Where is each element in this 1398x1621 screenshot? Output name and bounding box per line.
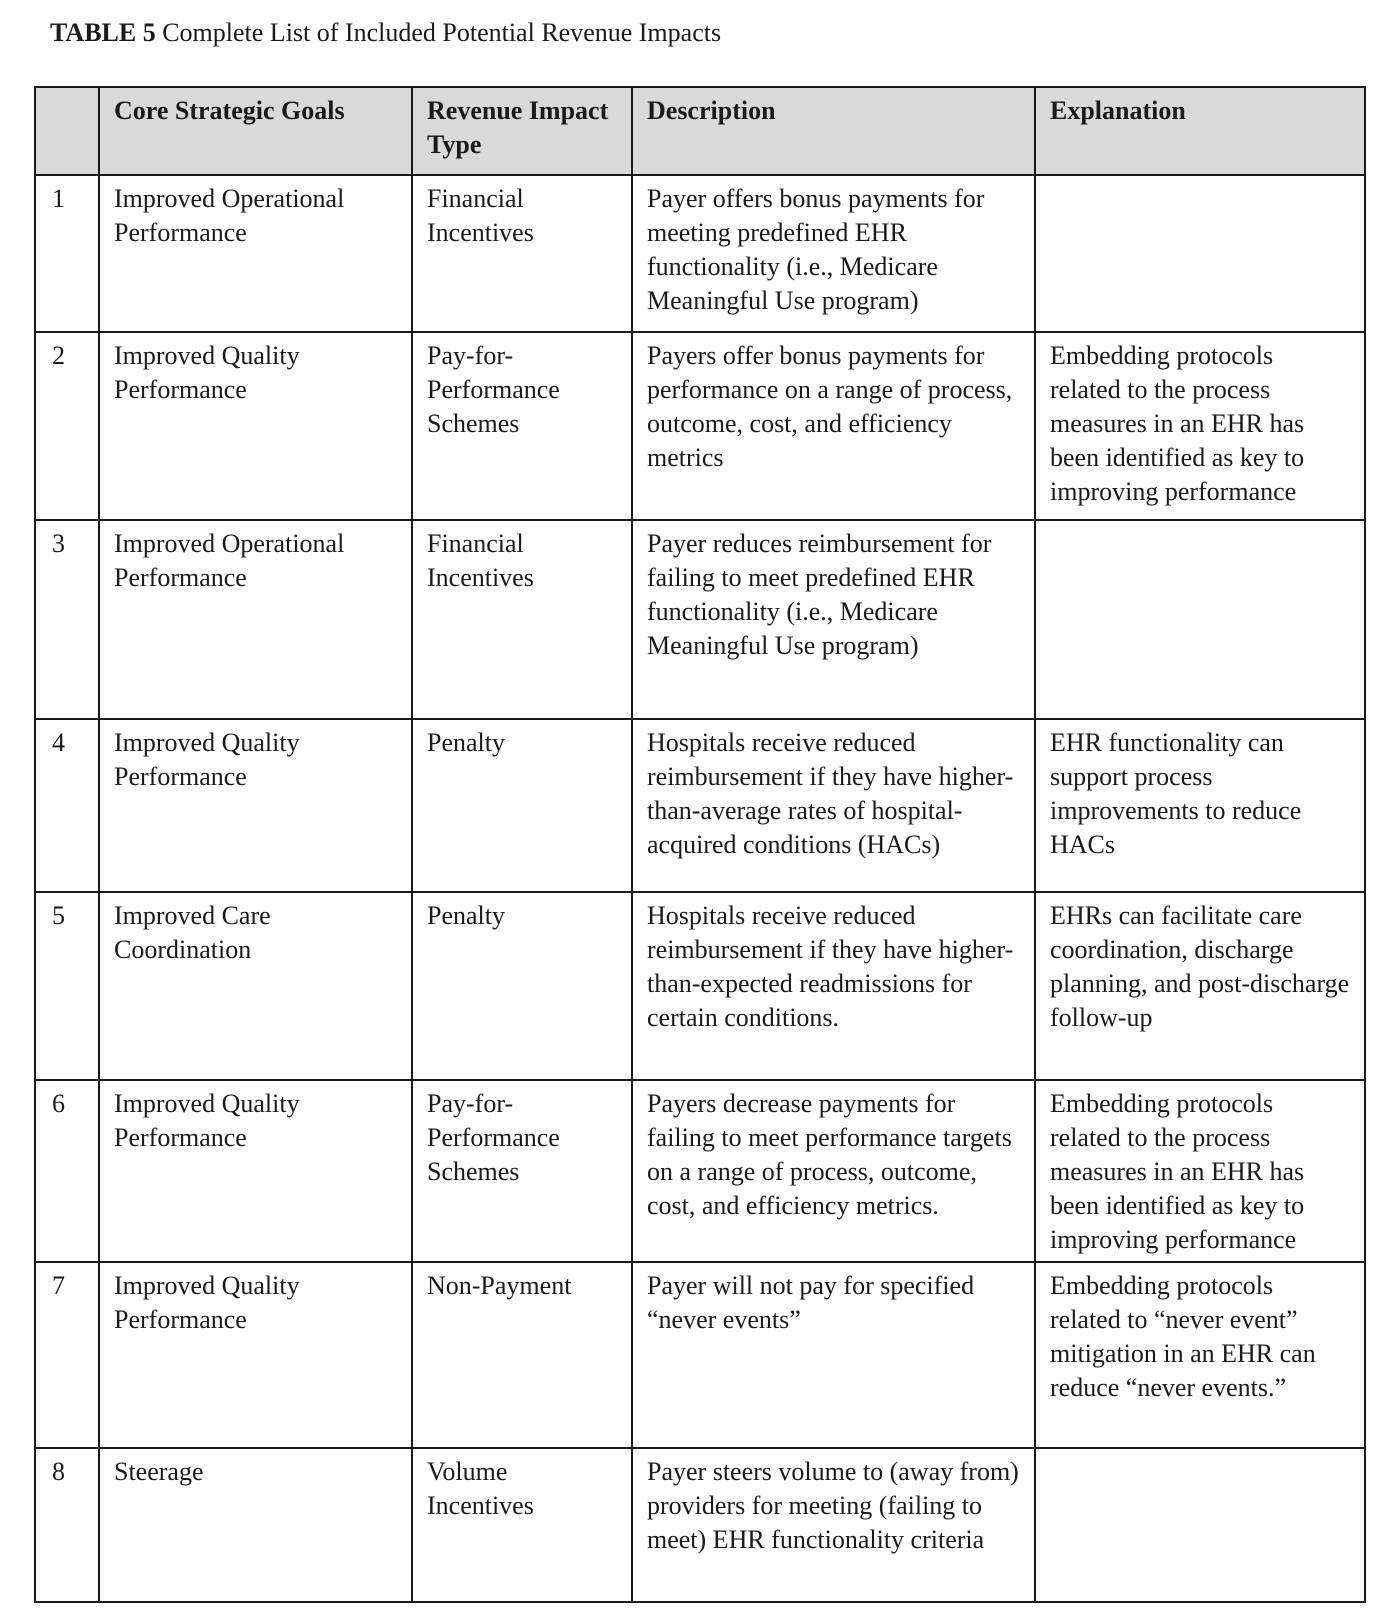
table-row bbox=[35, 892, 1365, 1080]
cell-explanation: Embedding protocols related to the process measures in an EHR has been identified as key to improving performance bbox=[1035, 332, 1365, 520]
cell-description: Payer steers volume to (away from) providers for meeting (failing to meet) EHR functionality criteria bbox=[632, 1448, 1035, 1602]
cell-number: 6 bbox=[35, 1080, 99, 1262]
table-row bbox=[35, 719, 1365, 892]
cell-description: Hospitals receive reduced reimbursement if they have higher-than-average rates of hospital-acquired conditions (HACs) bbox=[632, 719, 1035, 892]
cell-type: Pay-for-Performance Schemes bbox=[412, 1080, 632, 1262]
cell-explanation bbox=[1035, 175, 1365, 332]
table-row bbox=[35, 1262, 1365, 1448]
cell-description: Payer will not pay for specified “never events” bbox=[632, 1262, 1035, 1448]
cell-type: Pay-for-Performance Schemes bbox=[412, 332, 632, 520]
cell-description: Payer offers bonus payments for meeting predefined EHR functionality (i.e., Medicare Meaningful Use program) bbox=[632, 175, 1035, 332]
cell-explanation: EHR functionality can support process improvements to reduce HACs bbox=[1035, 719, 1365, 892]
cell-number: 5 bbox=[35, 892, 99, 1080]
table-title: Complete List of Included Potential Revenue Impacts bbox=[162, 18, 722, 47]
cell-goal: Improved Operational Performance bbox=[99, 520, 412, 719]
cell-type: Non-Payment bbox=[412, 1262, 632, 1448]
cell-description: Payer reduces reimbursement for failing to meet predefined EHR functionality (i.e., Medicare Meaningful Use program) bbox=[632, 520, 1035, 719]
cell-goal: Improved Quality Performance bbox=[99, 1262, 412, 1448]
header-type: Revenue Impact Type bbox=[412, 87, 632, 175]
cell-type: Volume Incentives bbox=[412, 1448, 632, 1602]
cell-type: Penalty bbox=[412, 892, 632, 1080]
cell-description: Payers offer bonus payments for performance on a range of process, outcome, cost, and efficiency metrics bbox=[632, 332, 1035, 520]
table-row bbox=[35, 1448, 1365, 1602]
cell-explanation: Embedding protocols related to “never event” mitigation in an EHR can reduce “never events.” bbox=[1035, 1262, 1365, 1448]
table-row bbox=[35, 520, 1365, 719]
cell-number: 7 bbox=[35, 1262, 99, 1448]
cell-explanation: EHRs can facilitate care coordination, discharge planning, and post-discharge follow-up bbox=[1035, 892, 1365, 1080]
cell-goal: Improved Operational Performance bbox=[99, 175, 412, 332]
cell-goal: Improved Care Coordination bbox=[99, 892, 412, 1080]
cell-description: Hospitals receive reduced reimbursement if they have higher-than-expected readmissions for certain conditions. bbox=[632, 892, 1035, 1080]
table-header bbox=[35, 87, 1365, 175]
cell-number: 8 bbox=[35, 1448, 99, 1602]
cell-explanation bbox=[1035, 520, 1365, 719]
header-explanation: Explanation bbox=[1035, 87, 1365, 175]
cell-description: Payers decrease payments for failing to meet performance targets on a range of process, outcome, cost, and efficiency metrics. bbox=[632, 1080, 1035, 1262]
cell-explanation: Embedding protocols related to the process measures in an EHR has been identified as key to improving performance bbox=[1035, 1080, 1365, 1262]
cell-number: 3 bbox=[35, 520, 99, 719]
header-goal: Core Strategic Goals bbox=[99, 87, 412, 175]
cell-number: 2 bbox=[35, 332, 99, 520]
cell-number: 4 bbox=[35, 719, 99, 892]
table-row bbox=[35, 175, 1365, 332]
cell-goal: Improved Quality Performance bbox=[99, 719, 412, 892]
cell-type: Financial Incentives bbox=[412, 175, 632, 332]
cell-type: Penalty bbox=[412, 719, 632, 892]
header-number bbox=[35, 87, 99, 175]
cell-goal: Steerage bbox=[99, 1448, 412, 1602]
table-body bbox=[35, 175, 1365, 1602]
cell-type: Financial Incentives bbox=[412, 520, 632, 719]
cell-goal: Improved Quality Performance bbox=[99, 332, 412, 520]
cell-goal: Improved Quality Performance bbox=[99, 1080, 412, 1262]
table-row bbox=[35, 332, 1365, 520]
table-row bbox=[35, 1080, 1365, 1262]
table-label: TABLE 5 bbox=[50, 18, 156, 47]
cell-explanation bbox=[1035, 1448, 1365, 1602]
table-caption bbox=[50, 16, 721, 50]
cell-number: 1 bbox=[35, 175, 99, 332]
revenue-impacts-table bbox=[34, 86, 1366, 1603]
header-description: Description bbox=[632, 87, 1035, 175]
header-row bbox=[35, 87, 1365, 175]
